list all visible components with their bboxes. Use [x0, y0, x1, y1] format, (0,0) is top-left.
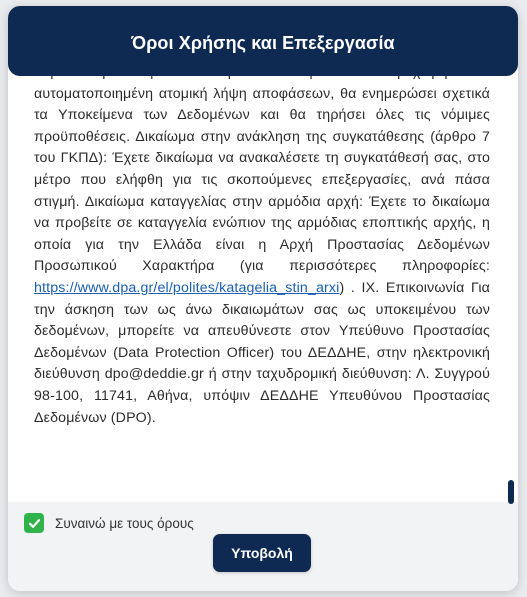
terms-scroll-area[interactable] — [8, 6, 518, 502]
modal-footer — [8, 502, 518, 591]
submit-button[interactable]: Υποβολή — [213, 534, 311, 572]
modal-title: Όροι Χρήσης και Επεξεργασία — [131, 32, 395, 53]
terms-text — [34, 62, 490, 429]
terms-paragraph-contact: ) . IX. Επικοινωνία Για την άσκηση των ως άνω δικαιωμάτων σας ως υποκειμένου των δεδομένων, μπορείτε να απευθύνεστε στον Υπεύθυνο Προστασίας Δεδομένων (Data Protection Officer) του ΔΕΔΔΗΕ, στην ηλεκτρονική διεύθυνση dpo@deddie.gr ή στην ταχυδρομική διεύθυνση: Λ. Συγγρού 98-100, 11741, Αθήνα, υπόψιν ΔΕΔΔΗΕ Υπευθύνου Προστασίας Δεδομένων (DPO). — [34, 279, 490, 426]
checkmark-icon — [28, 517, 41, 530]
agree-label: Συναινώ με τους όρους — [55, 515, 194, 531]
terms-modal — [8, 6, 518, 591]
terms-paragraph: αυτοματοποιημένη ατομική λήψη αποφάσεων, θα ενημερώσει σχετικά τα Υποκείμενα των Δεδομένων και θα τηρήσει όλες τις νόμιμες προϋποθέσεις. Δικαίωμα στην ανάκληση της συγκατάθεσης (άρθρο 7 του ΓΚΠΔ): Έχετε δικαίωμα να ανακαλέσετε τη συγκατάθεσή σας, στο μέτρο που ελήφθη για τις σκοπούμενες επεξεργασίες, ανά πάσα στιγμή. Δικαίωμα καταγγελίας στην αρμόδια αρχή: Έχετε το δικαίωμα να προβείτε σε καταγγελία ενώπιον της αρμόδιας εποπτικής αρχής, η οποία για την Ελλάδα είναι η Αρχή Προστασίας Δεδομένων Προσωπικού Χαρακτήρα (για περισσότερες πληροφορίες: — [34, 85, 490, 275]
agree-row[interactable] — [24, 513, 194, 533]
modal-header — [8, 6, 518, 76]
agree-checkbox[interactable] — [24, 513, 44, 533]
dpa-complaint-link[interactable]: https://www.dpa.gr/el/polites/katagelia_stin_arxi — [34, 279, 340, 296]
scrollbar-thumb[interactable] — [508, 480, 514, 504]
